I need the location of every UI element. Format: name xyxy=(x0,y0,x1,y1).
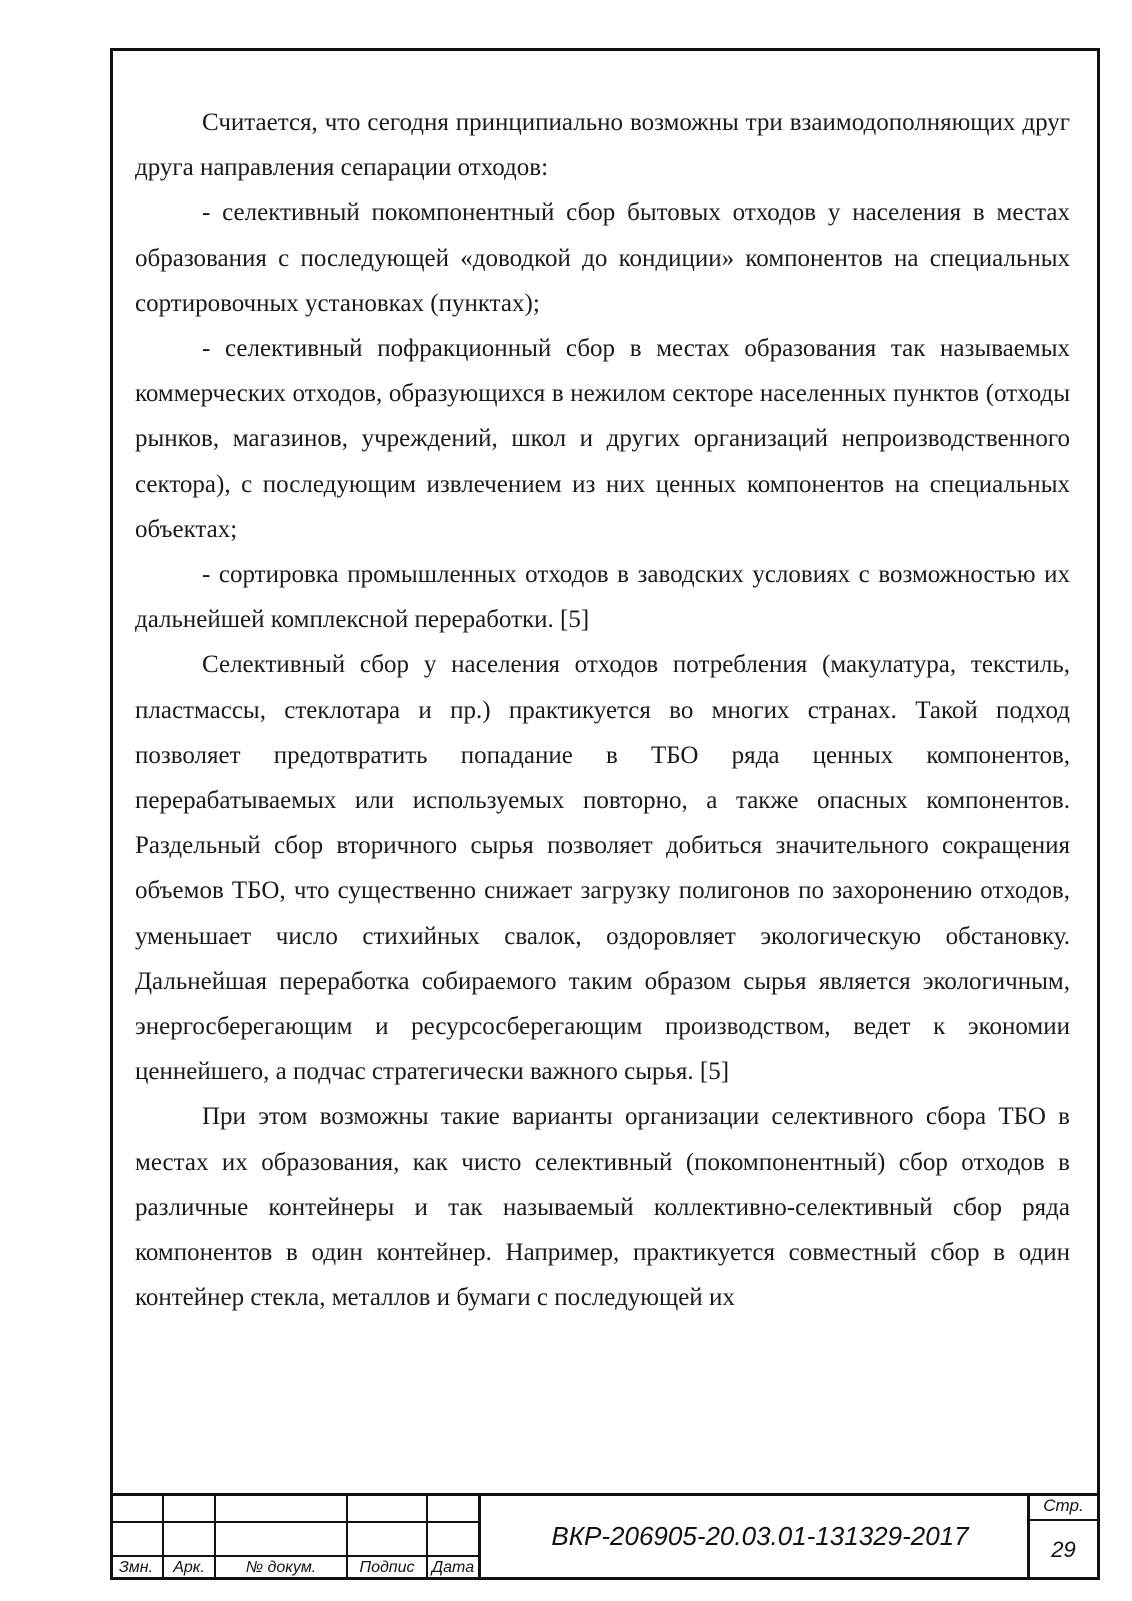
stamp-col-line-5 xyxy=(478,1493,481,1580)
document-body xyxy=(135,100,1070,1320)
page-label: Стр. xyxy=(1043,1496,1084,1515)
document-code: ВКР-206905-20.03.01-131329-2017 xyxy=(551,1521,969,1551)
paragraph-2: - селективный покомпонентный сбор бытовых отходов у населения в местах образования с последующей «доводкой до кондиции» компонентов на специальных сортировочных установках (пунктах); xyxy=(135,199,1070,317)
paragraph-3: - селективный пофракционный сбор в местах образования так называемых коммерческих отходов, образующихся в нежилом секторе населенных пунктов (отходы рынков, магазинов, учреждений, школ и других организаций непроизводственного сектора), с последующим извлечением из них ценных компонентов на специальных объектах; xyxy=(135,335,1070,543)
paragraph-4: - сортировка промышленных отходов в заводских условиях с возможностью их дальнейшей комплексной переработки. [5] xyxy=(135,561,1070,634)
paragraph-1: Считается, что сегодня принципиально возможны три взаимодополняющих друг друга направления сепарации отходов: xyxy=(135,109,1070,182)
page-number: 29 xyxy=(1051,1537,1076,1562)
col-sheet-label: Арк. xyxy=(173,1559,205,1576)
col-date-label: Дата xyxy=(431,1559,475,1576)
stamp-row-line-1 xyxy=(110,1521,480,1523)
paragraph-6: При этом возможны такие варианты организации селективного сбора ТБО в местах их образования, как чисто селективный (покомпонентный) сбор отходов в различные контейнеры и так называемый коллективно-селективный сбор ряда компонентов в один контейнер. Например, практикуется совместный сбор в один контейнер стекла, металлов и бумаги с последующей их xyxy=(135,1103,1070,1312)
title-block xyxy=(110,1493,1100,1580)
paragraph-5: Селективный сбор у населения отходов потребления (макулатура, текстиль, пластмассы, стеклотара и пр.) практикуется во многих странах. Такой подход позволяет предотвратить попадание в ТБО ряда ценных компонентов, перерабатываемых или используемых повторно, а также опасных компонентов. Раздельный сбор вторичного сырья позволяет добиться значительного сокращения объемов ТБО, что существенно снижает загрузку полигонов по захоронению отходов, уменьшает число стихийных свалок, оздоровляет экологическую обстановку. Дальнейшая переработка собираемого таким образом сырья является экологичным, энергосберегающим и ресурсосберегающим производством, ведет к экономии ценнейшего, а подчас стратегически важного сырья. [5] xyxy=(135,651,1070,1086)
col-doc-no-label: № докум. xyxy=(245,1559,317,1576)
col-signature-label: Подпис xyxy=(359,1559,415,1576)
col-change-label: Змн. xyxy=(118,1559,154,1576)
